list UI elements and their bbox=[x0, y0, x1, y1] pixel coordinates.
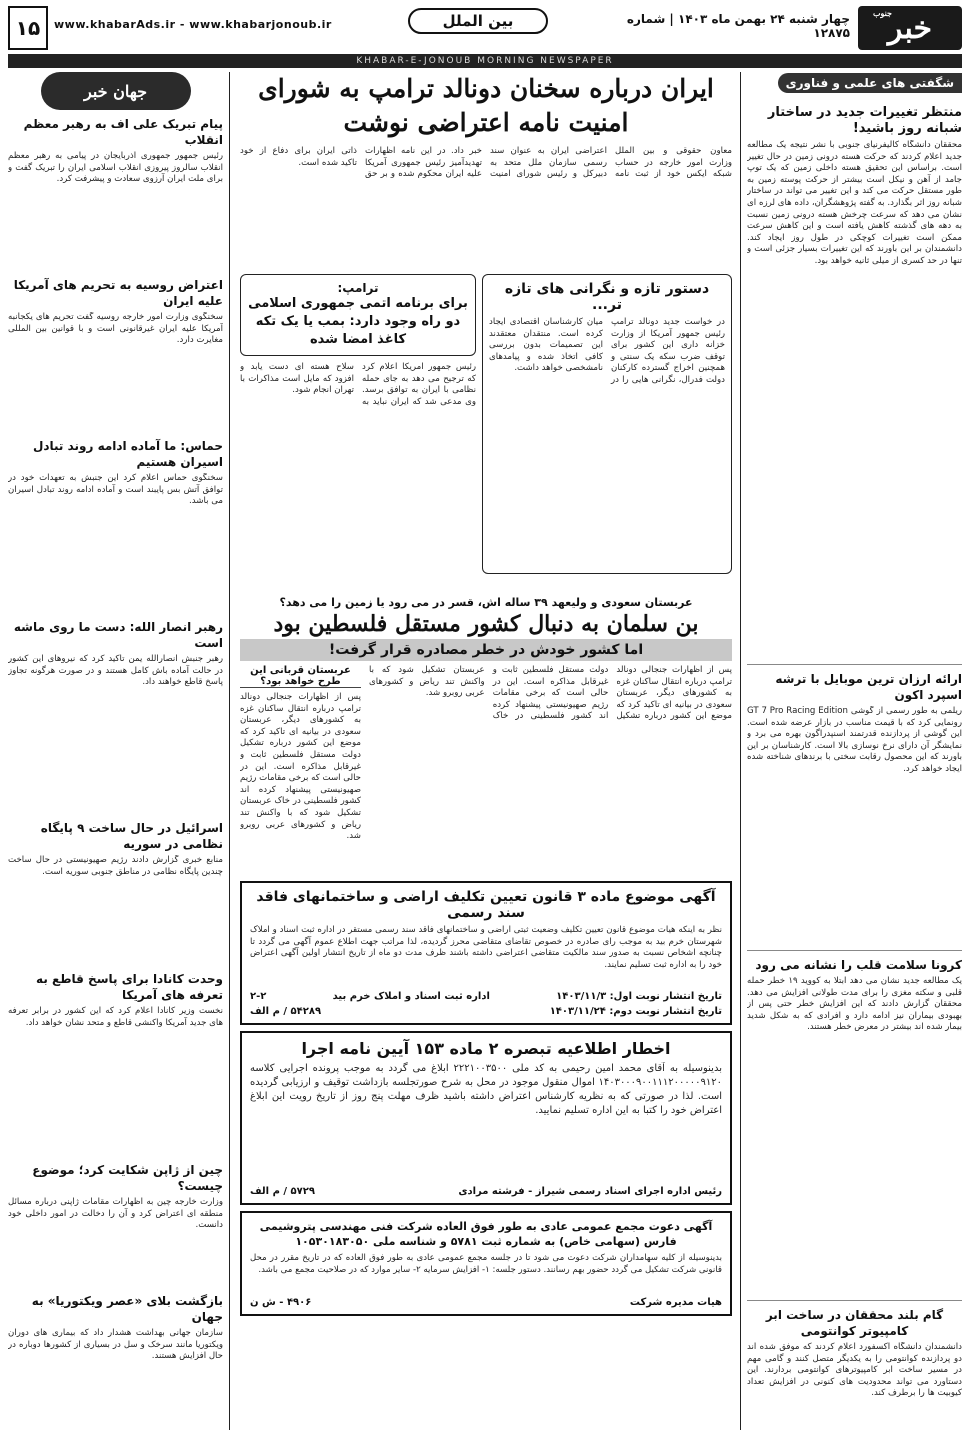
divider bbox=[747, 950, 962, 951]
news-body: وزارت خارجه چین به اظهارات مقامات ژاپنی درباره مسائل منطقه ای اعتراض کرد و آن را دخالت در امور داخلی خود دانست. bbox=[8, 1197, 223, 1231]
news-body: نخست وزیر کانادا اعلام کرد که این کشور در برابر تعرفه های جدید آمریکا واکنشی قاطع و متحد نشان خواهد داد. bbox=[8, 1006, 223, 1028]
website-url[interactable]: www.khabarAds.ir - www.khabarjonoub.ir bbox=[54, 18, 332, 31]
notice-body: نظر به اینکه هیات موضوع قانون تعیین تکلیف وضعیت ثبتی اراضی و ساختمانهای فاقد سند رسمی مستقر در اداره ثبت اسناد و املاک شهرستان خرم بید به موجب رای صادره در خصوص تقاضای متقاضی محرز گردیده، لذا مراتب جهت اطلاع عموم آگهی می گردد تا چنانچه اشخاص نسبت به صدور سند مالکیت متقاضی اعتراضی داشته باشند ظرف مدت دو ماه از تاریخ انتشار اولین آگهی اعتراض خود را به اداره ثبت تسلیم نمایند. bbox=[250, 925, 722, 970]
list-item bbox=[8, 1162, 223, 1287]
divider bbox=[747, 664, 962, 665]
feature-body: در خواست جدید دونالد ترامپ رئیس جمهور آمریکا از وزارت خزانه داری این کشور برای توقف ضرب سکه یک سنتی و همچنین اخراج گسترده کارکنان دولت فدرال، نگرانی هایی را در میان کارشناسان اقتصادی ایجاد کرده است. منتقدان معتقدند این تصمیمات بدون بررسی کافی اتخاذ شده و پیامدهای نامشخصی خواهد داشت. bbox=[489, 317, 725, 385]
notice-code: ۵۷۲۹ / م الف bbox=[250, 1186, 315, 1197]
article-title: کرونا سلامت قلب را نشانه می رود bbox=[755, 958, 962, 972]
list-item bbox=[8, 438, 223, 613]
page-number: ۱۵ bbox=[8, 6, 48, 50]
news-title: رهبر انصار الله: دست ما روی ماشه است bbox=[13, 620, 223, 650]
section-title: بین الملل bbox=[408, 8, 548, 34]
list-item bbox=[8, 1293, 223, 1430]
notice-date: تاریخ انتشار نوبت اول: ۱۴۰۳/۱۱/۳ bbox=[556, 991, 722, 1002]
news-title: بازگشت بلای «عصر ویکتوریا» به جهان bbox=[31, 1294, 223, 1324]
article-body: دانشمندان دانشگاه آکسفورد اعلام کردند که موفق شده اند دو پردازنده کوانتومی را به یکدیگر متصل کنند و گامی مهم در مسیر ساخت ابر کامپیوترهای کوانتومی بردارند. این دستاورد می تواند محدودیت های کنونی در افزایش تعداد کیوبیت ها را برطرف کند. bbox=[747, 1342, 962, 1399]
quote-label: ترامپ: bbox=[337, 281, 379, 295]
legal-notice bbox=[240, 881, 732, 1025]
news-title: حماس: ما آماده ادامه روند تبادل اسیران هستیم bbox=[32, 439, 223, 469]
quote-body: رئیس جمهور آمریکا اعلام کرد که ترجیح می دهد به جای حمله نظامی با ایران به توافق برسد. وی مدعی شد که ایران نباید به سلاح هسته ای دست یابد و افزود که مایل است مذاکرات با تهران انجام شود. bbox=[240, 362, 476, 407]
article-title: ارائه ارزان ترین موبایل با ترشه اسپرد اکون bbox=[775, 672, 962, 702]
list-item bbox=[8, 116, 223, 271]
notice-office: اداره ثبت اسناد و املاک خرم بید bbox=[332, 991, 490, 1002]
strap-line: عربستان سعودی و ولیعهد ۳۹ ساله اش، قسر در می رود یا زمین را می دهد؟ bbox=[279, 596, 693, 609]
article-body: یک مطالعه جدید نشان می دهد ابتلا به کووید ۱۹ خطر حمله قلبی و سکته مغزی را برای مدت طولانی افزایش می دهد. محققان گزارش دادند که این افزایش خطر حتی پس از بهبودی بیماران نیز ادامه دارد و افرادی که به شکل شدید بیمار شده اند بیشتر در معرض خطر هستند. bbox=[747, 976, 962, 1033]
main-news-area bbox=[240, 72, 732, 1430]
list-item bbox=[8, 820, 223, 965]
news-title: چین از ژاپن شکایت کرد؛ موضوع چیست؟ bbox=[32, 1163, 223, 1193]
notice-office: رئیس اداره اجرای اسناد رسمی شیراز - فرشته مرادی bbox=[458, 1186, 722, 1197]
legal-notice bbox=[240, 1211, 732, 1316]
story-body: پس از اظهارات جنجالی دونالد ترامپ درباره انتقال ساکنان غزه به کشورهای دیگر، عربستان سعودی در بیانیه ای تاکید کرد که موضع این کشور درباره تشکیل دولت مستقل فلسطین ثابت و غیرقابل مذاکره است. این در حالی است که برخی مقامات رژیم صهیونیستی پیشنهاد کرده اند کشور فلسطینی در خاک عربستان تشکیل شود که با واکنش تند ریاض و کشورهای عربی روبرو شد. bbox=[369, 665, 732, 722]
news-body: سخنگوی حماس اعلام کرد این جنبش به تعهدات خود در توافق آتش بس پایبند است و آماده ادامه روند تبادل اسیران می باشد. bbox=[8, 473, 223, 507]
news-body: رئیس جمهور جمهوری آذربایجان در پیامی به رهبر معظم انقلاب سالروز پیروزی انقلاب اسلامی ایران را تبریک گفت و برای ملت ایران آرزوی سعادت و پیشرفت کرد. bbox=[8, 151, 223, 185]
list-item bbox=[8, 277, 223, 432]
paper-name-bar: KHABAR-E-JONOUB MORNING NEWSPAPER bbox=[8, 54, 962, 68]
masthead bbox=[8, 6, 962, 50]
story-row bbox=[240, 274, 732, 574]
notice-code: ۵۴۲۸۹ / م الف bbox=[250, 1006, 322, 1017]
news-body: سخنگوی وزارت امور خارجه روسیه گفت تحریم های یکجانبه آمریکا علیه ایران غیرقانونی است و با قوانین بین المللی مغایرت دارد. bbox=[8, 312, 223, 346]
news-body: رهبر جنبش انصارالله یمن تاکید کرد که نیروهای این کشور در حالت آماده باش کامل هستند و در صورت هرگونه تجاوز پاسخ قاطع خواهند داد. bbox=[8, 654, 223, 688]
news-title: پیام تبریک علی اف به رهبر معظم انقلاب bbox=[23, 117, 223, 147]
issue-date: چهار شنبه ۲۴ بهمن ماه ۱۴۰۳ | شماره ۱۲۸۷۵ bbox=[626, 12, 850, 40]
news-body: سازمان جهانی بهداشت هشدار داد که بیماری های دوران ویکتوریا مانند سرخک و سل در بسیاری از کشورها دوباره در حال افزایش هستند. bbox=[8, 1328, 223, 1362]
lead-text: معاون حقوقی و بین الملل وزارت امور خارجه در حساب شبکه ایکس خود از ثبت نامه اعتراضی ایران به عنوان سند رسمی سازمان ملل متحد به دبیرکل و رئیس شورای امنیت خبر داد. در این نامه اظهارات تهدیدآمیز رئیس جمهوری آمریکا علیه ایران محکوم شده و بر حق ذاتی ایران برای دفاع از خود تاکید شده است. bbox=[240, 146, 732, 180]
list-item bbox=[8, 971, 223, 1156]
legal-notice bbox=[240, 1031, 732, 1205]
newspaper-logo: خبر جنوب bbox=[858, 6, 962, 50]
secondary-headline: بن سلمان به دنبال کشور مستقل فلسطین بود bbox=[273, 611, 699, 637]
notice-body: بدینوسیله به آقای محمد امین رحیمی به کد ملی ۲۲۲۱۰۰۳۵۰۰ ابلاغ می گردد به موجب پرونده اجرایی کلاسه ۱۴۰۳۰۰۰۹۰۰۱۱۱۲۰۰۰۰۰۹۱۲۰ اموال منقول موجود در محل به شرح صورتجلسه بازداشت توقیف و ارزیابی گردیده است. لذا در صورتی که به نظریه کارشناس اعتراض داشته باشید ظرف مهلت پنج روز از تاریخ رویت این ابلاغ اعتراض خود را کتبا به این اداره تسلیم نمایید. bbox=[250, 1063, 722, 1116]
list-item bbox=[8, 619, 223, 814]
divider bbox=[747, 1300, 962, 1301]
world-news-logo: جهان خبر bbox=[41, 72, 191, 110]
notice-title: اخطار اطلاعیه تبصره ۲ ماده ۱۵۳ آیین نامه اجرا bbox=[301, 1039, 671, 1058]
feature-box bbox=[482, 274, 732, 574]
notice-footer bbox=[250, 991, 722, 1002]
notice-body: بدینوسیله از کلیه سهامداران شرکت دعوت می شود تا در جلسه مجمع عمومی عادی به طور فوق العاده که در تاریخ مقرر در محل قانونی شرکت تشکیل می گردد حضور بهم رسانند. دستور جلسه: ۱- افزایش سرمایه ۲- سایر موارد که در صلاحیت مجمع می باشد. bbox=[250, 1253, 722, 1275]
world-news-list bbox=[8, 116, 223, 1430]
notice-footer bbox=[250, 1297, 722, 1308]
article-body: ریلمی به طور رسمی از گوشی GT 7 Pro Racing Edition رونمایی کرد که با قیمت مناسب در بازار عرضه شده است. این گوشی از پردازنده قدرتمند اسنپدراگون بهره می برد و نمایشگر آن دارای نرخ نوسازی بالا است. کارشناسان بر این باورند که این محصول رقابت سختی با برندهای شناخته شده ایجاد خواهد کرد. bbox=[747, 706, 962, 774]
side-note bbox=[240, 665, 361, 875]
notice-date: تاریخ انتشار نوبت دوم: ۱۴۰۳/۱۱/۲۴ bbox=[549, 1006, 722, 1017]
column-tag: شگفتی های علمی و فناوری bbox=[778, 73, 962, 93]
notice-footer bbox=[250, 1006, 722, 1017]
side-body: پس از اظهارات جنجالی دونالد ترامپ درباره انتقال ساکنان غزه به کشورهای دیگر، عربستان سعودی در بیانیه ای تاکید کرد که موضع این کشور درباره تشکیل دولت مستقل فلسطین ثابت و غیرقابل مذاکره است. این در حالی است که برخی مقامات رژیم صهیونیستی پیشنهاد کرده اند کشور فلسطینی در خاک عربستان تشکیل شود که با واکنش تند ریاض و کشورهای عربی روبرو شد. bbox=[240, 692, 361, 842]
science-column bbox=[740, 72, 962, 1430]
top-story bbox=[240, 146, 732, 592]
notice-footer bbox=[250, 1186, 722, 1197]
news-title: اعتراض روسیه به تحریم های آمریکا علیه ایران bbox=[13, 278, 223, 308]
quote-text: برای برنامه اتمی جمهوری اسلامی دو راه وجود دارد: بمب یا یک تکه کاغذ امضا شده bbox=[248, 296, 468, 347]
secondary-story bbox=[240, 665, 732, 875]
subhead: اما کشور خودش در خطر مصادره قرار گرفت! bbox=[240, 639, 732, 661]
quote-block bbox=[240, 274, 476, 574]
news-body: منابع خبری گزارش دادند رژیم صهیونیستی در حال ساخت چندین پایگاه نظامی در مناطق جنوبی سوریه است. bbox=[8, 855, 223, 877]
notice-code: ۴۹۰۶ - ش ن bbox=[250, 1297, 312, 1308]
notice-title: آگهی موضوع ماده ۳ قانون تعیین تکلیف اراضی و ساختمانهای فاقد سند رسمی bbox=[256, 889, 716, 921]
article-title: گام بلند محققان در ساخت ابر کامپیوتر کوانتومی bbox=[765, 1308, 944, 1338]
quote-box bbox=[240, 274, 476, 356]
notice-board: هیات مدیره شرکت bbox=[629, 1297, 722, 1308]
world-news-column bbox=[8, 72, 230, 1430]
main-headline: ایران درباره سخنان دونالد ترامپ به شورای امنیت نامه اعتراضی نوشت bbox=[258, 74, 714, 137]
article-body: محققان دانشگاه کالیفرنیای جنوبی با نشر نتیجه یک مطالعه جدید اعلام کردند که حرکت هسته درونی زمین در حال تغییر است. براساس این تحقیق هسته داخلی زمین که یک توپ جامد از آهن و نیکل است بیشتر از حرکت پوسته زمین به طور مستقل حرکت می کند و این تغییر می تواند در ساختار شبانه روز اثر بگذارد. به گفته پژوهشگران، داده های لرزه ای نشان می دهد که سرعت چرخش هسته درونی زمین نسبت به دهه های گذشته کاهش یافته است و این کاهش سرعت ممکن است تغییرات کوچکی در طول روز ایجاد کند. دانشمندان بر این باورند که این تغییرات بسیار جزئی است و تنها در حد کسری از میلی ثانیه خواهد بود. bbox=[747, 140, 962, 266]
notice-turn: ۲-۲ bbox=[250, 991, 267, 1002]
article-title: منتظر تغییرات جدید در ساختار شبانه روز باشید! bbox=[767, 105, 962, 136]
feature-title: دستور تازه و نگرانی های تازه تر... bbox=[504, 281, 710, 313]
notice-title: آگهی دعوت مجمع عمومی عادی به طور فوق العاده شرکت فنی مهندسی پتروشیمی فارس (سهامی خاص) به شماره ثبت ۵۷۸۱ و شناسه ملی ۱۰۵۳۰۱۸۳۰۵۰ bbox=[259, 1220, 713, 1248]
news-title: وحدت کانادا برای پاسخ قاطع به تعرفه های آمریکا bbox=[36, 972, 223, 1002]
news-title: اسرائیل در حال ساخت ۹ پایگاه نظامی در سوریه bbox=[40, 821, 223, 851]
side-label: عربستان قربانی این طرح خواهد بود؟ bbox=[240, 665, 361, 688]
